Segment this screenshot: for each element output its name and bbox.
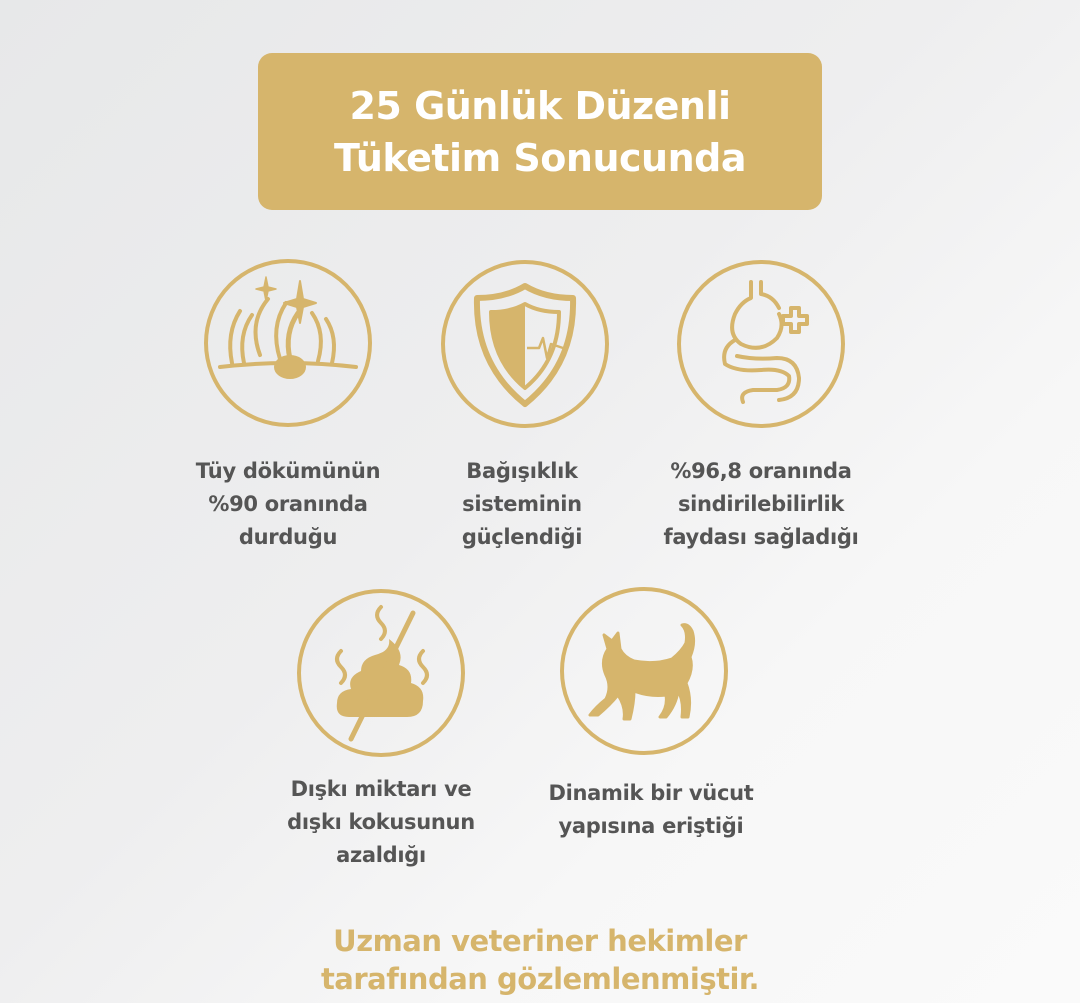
header-banner [258, 53, 822, 210]
stomach-intestine-icon [677, 260, 845, 428]
hair-shine-icon [204, 259, 372, 427]
no-poop-icon [297, 589, 465, 757]
header-title-line1: 25 Günlük Düzenli [349, 83, 731, 128]
cat-icon [560, 587, 728, 755]
benefit-caption-body: Dinamik bir vücut yapısına eriştiği [548, 781, 754, 838]
benefit-caption-stool: Dışkı miktarı ve dışkı kokusunun azaldığı [287, 777, 475, 867]
shield-icon [441, 260, 609, 428]
header-title-line2: Tüketim Sonucunda [334, 135, 746, 180]
benefit-caption-hair: Tüy dökümünün %90 oranında durduğu [195, 459, 381, 549]
benefit-caption-digestion: %96,8 oranında sindirilebilirlik faydası sağladığı [663, 459, 859, 549]
benefit-caption-immunity: Bağışıklık sisteminin güçlendiği [461, 459, 583, 549]
footer-note: Uzman veteriner hekimler tarafından gözlemlenmiştir. [320, 924, 760, 996]
